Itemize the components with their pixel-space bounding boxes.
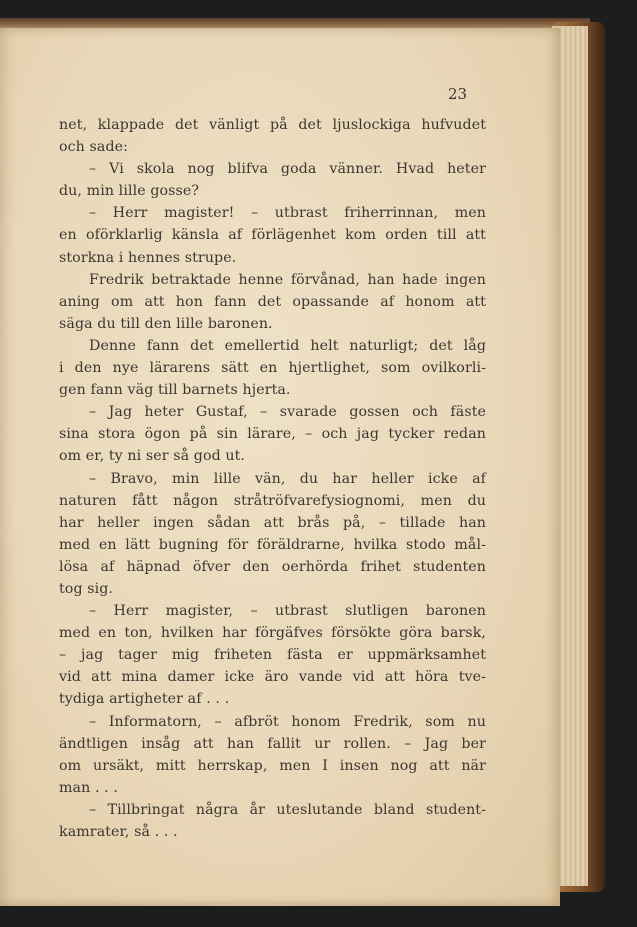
text-line: – Tillbringat några år uteslutande bland student- [89, 801, 486, 818]
text-line: tog sig. [59, 580, 114, 597]
text-line: du, min lille gosse? [59, 183, 200, 200]
text-line: storkna i hennes strupe. [59, 249, 237, 266]
text-line: om ursäkt, mitt herrskap, men I insen nog att när [59, 757, 486, 774]
text-line: har heller ingen sådan att brås på, – tillade han [59, 514, 486, 531]
text-line: ändtligen insåg att han fallit ur rollen. – Jag ber [59, 735, 486, 752]
text-line: med en lätt bugning för föräldrarne, hvilka stodo mål- [59, 536, 486, 553]
text-line: Fredrik betraktade henne förvånad, han hade ingen [89, 271, 486, 288]
text-line: om er, ty ni ser så god ut. [59, 448, 246, 465]
text-line: – Herr magister, – utbrast slutligen baronen [89, 603, 486, 620]
text-line: vid att mina damer icke äro vande vid att höra tve- [59, 669, 486, 686]
text-line: – Bravo, min lille vän, du har heller icke af [89, 470, 486, 487]
text-line: gen fann väg till barnets hjerta. [59, 382, 291, 399]
text-line: – Vi skola nog blifva goda vänner. Hvad heter [89, 161, 486, 178]
text-line: man . . . [59, 779, 119, 796]
text-line: i den nye lärarens sätt en hjertlighet, som ovilkorli- [59, 360, 486, 377]
text-line: – Jag heter Gustaf, – svarade gossen och fäste [89, 404, 486, 421]
page-text [59, 114, 486, 843]
text-line: Denne fann det emellertid helt naturligt; det låg [89, 337, 486, 354]
text-line: tydiga artigheter af . . . [59, 691, 230, 708]
text-line: och sade: [59, 139, 129, 156]
text-line: lösa af häpnad öfver den oerhörda frihet studenten [59, 558, 486, 575]
text-line: – jag tager mig friheten fästa er uppmärksamhet [59, 647, 486, 664]
text-line: net, klappade det vänligt på det ljuslockiga hufvudet [59, 117, 486, 133]
text-line: – Informatorn, – afbröt honom Fredrik, som nu [89, 713, 486, 730]
page-number: 23 [448, 85, 468, 103]
text-line: säga du till den lille baronen. [59, 315, 273, 332]
text-line: – Herr magister! – utbrast friherrinnan, men [89, 205, 486, 222]
text-line: en oförklarlig känsla af förlägenhet kom orden till att [59, 227, 486, 244]
text-line: naturen fått någon stråtröfvarefysiognomi, men du [59, 492, 486, 509]
text-line: med en ton, hvilken har förgäfves försökte göra barsk, [59, 625, 486, 642]
text-line: kamrater, så . . . [59, 824, 178, 840]
text-line: aning om att hon fann det opassande af honom att [59, 293, 486, 310]
text-line: sina stora ögon på sin lärare, – och jag tycker redan [59, 426, 486, 443]
